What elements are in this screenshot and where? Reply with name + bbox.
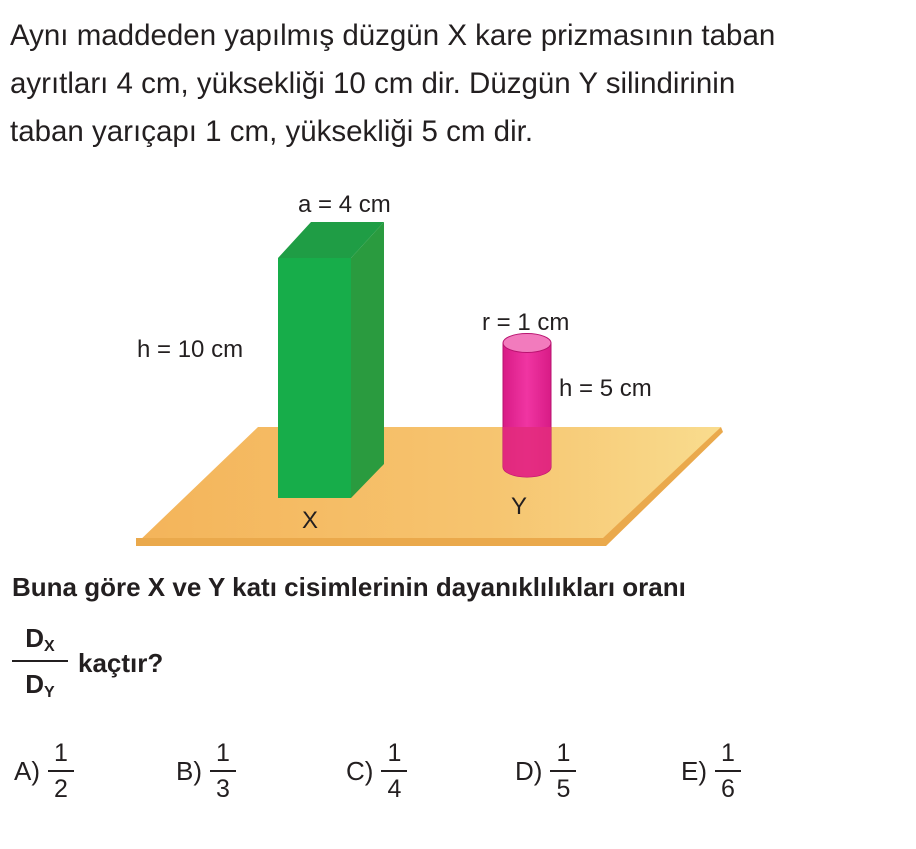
option-e-label: E) [681,755,707,786]
option-e-bar [715,770,741,772]
option-c-label: C) [346,755,374,786]
option-c-fraction [381,738,407,804]
prism-front [278,258,351,498]
ratio-num-sub: X [44,638,55,655]
option-b-den: 3 [216,775,230,803]
option-c[interactable] [346,738,407,804]
option-a-bar [48,770,74,772]
question-ask: kaçtır? [78,648,164,678]
intro-line-2: ayrıtları 4 cm, yüksekliği 10 cm dir. Düzgün Y silindirinin [10,67,736,100]
option-b-bar [210,770,236,772]
option-e-fraction [715,738,741,804]
ratio-den-sub: Y [44,684,55,701]
option-a-label: A) [14,755,40,786]
option-e-den: 6 [721,775,735,803]
option-c-bar [381,770,407,772]
prism-edge-label: a = 4 cm [298,191,391,218]
option-b[interactable] [176,738,236,804]
ratio-fraction [12,618,68,704]
option-b-label: B) [176,755,202,786]
question-text: Buna göre X ve Y katı cisimlerinin dayanıklılıkları oranı [12,572,686,602]
intro-line-3: taban yarıçapı 1 cm, yüksekliği 5 cm dir. [10,115,534,148]
option-d-label: D) [515,755,543,786]
cylinder-name: Y [511,493,528,520]
option-b-fraction [210,738,236,804]
option-a-fraction [48,738,74,804]
option-d-bar [550,770,576,772]
option-b-num: 1 [216,739,230,767]
option-d-num: 1 [556,739,571,767]
ratio-num-letter: D [25,623,45,653]
prism-side [351,222,384,498]
option-a[interactable] [14,738,74,804]
option-d-fraction [550,738,576,804]
option-a-den: 2 [54,775,68,803]
option-c-num: 1 [387,739,402,767]
floor-plane [136,427,721,544]
option-a-num: 1 [54,739,68,767]
ratio-den-letter: D [25,669,45,699]
ratio-bar [12,660,68,662]
prism-height-label: h = 10 cm [137,336,244,363]
option-d[interactable] [515,738,576,804]
option-d-den: 5 [556,775,571,803]
ratio-denominator [12,664,68,704]
prism-name: X [302,507,319,534]
ratio-numerator [12,618,68,658]
cylinder-radius-label: r = 1 cm [482,309,570,336]
cylinder-floor-overlap [503,427,551,477]
cylinder-height-label: h = 5 cm [559,375,652,402]
intro-line-1: Aynı maddeden yapılmış düzgün X kare prizmasının taban [10,19,776,52]
cylinder-top [503,334,551,353]
option-e-num: 1 [721,739,735,767]
option-e[interactable] [681,738,741,804]
option-c-den: 4 [387,775,402,803]
